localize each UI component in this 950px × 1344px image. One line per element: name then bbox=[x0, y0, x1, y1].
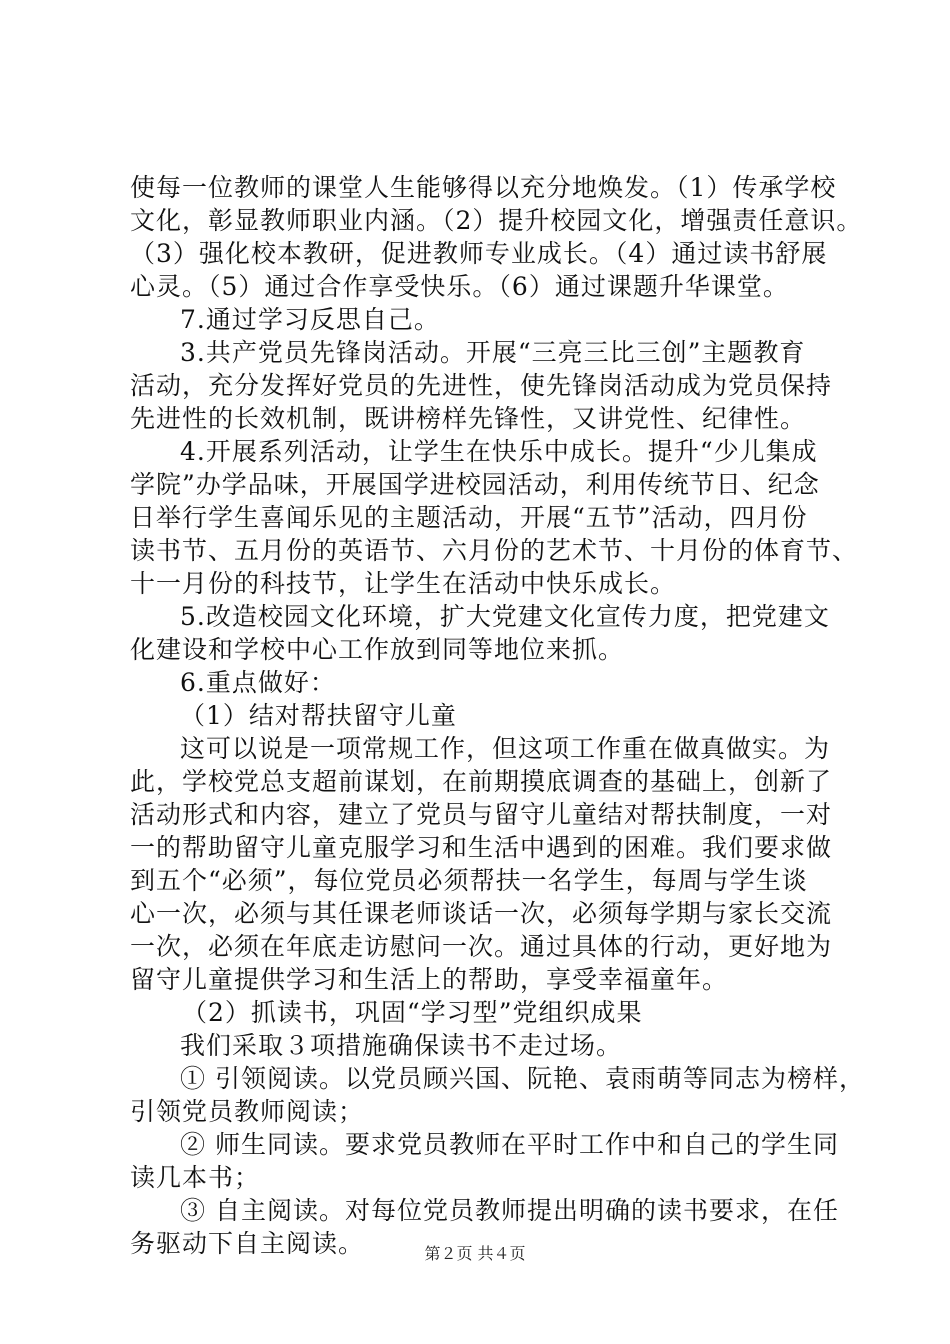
list-item: ② 师生同读。要求党员教师在平时工作中和自己的学生同 bbox=[180, 1130, 839, 1159]
text-line: 心一次，必须与其任课老师谈话一次，必须每学期与家长交流 bbox=[130, 899, 833, 928]
page-number: 第２页 共４页 bbox=[424, 1244, 526, 1263]
text-line: 使每一位教师的课堂人生能够得以充分地焕发。（1）传承学校 bbox=[130, 173, 837, 202]
subheading: （2）抓读书，巩固“学习型”党组织成果 bbox=[182, 998, 643, 1027]
text-line: 读几本书； bbox=[130, 1163, 261, 1192]
text-line: 4.开展系列活动，让学生在快乐中成长。提升“少儿集成 bbox=[180, 437, 818, 466]
text-line: 先进性的长效机制，既讲榜样先锋性，又讲党性、纪律性。 bbox=[130, 404, 807, 433]
text-line: 读书节、五月份的英语节、六月份的艺术节、十月份的体育节、 bbox=[130, 536, 859, 565]
text-line: 留守儿童提供学习和生活上的帮助，享受幸福童年。 bbox=[130, 965, 729, 994]
text-line: 5.改造校园文化环境，扩大党建文化宣传力度，把党建文 bbox=[180, 602, 830, 631]
text-line: 心灵。（5）通过合作享受快乐。（6）通过课题升华课堂。 bbox=[130, 272, 789, 301]
subheading: （1）结对帮扶留守儿童 bbox=[180, 701, 457, 730]
text-line: 日举行学生喜闻乐见的主题活动，开展“五节”活动，四月份 bbox=[130, 503, 808, 532]
list-item: ③ 自主阅读。对每位党员教师提出明确的读书要求，在任 bbox=[180, 1196, 839, 1225]
text-line: 3.共产党员先锋岗活动。开展“三亮三比三创”主题教育 bbox=[180, 338, 806, 367]
list-item: ① 引领阅读。以党员顾兴国、阮艳、袁雨萌等同志为榜样， bbox=[180, 1064, 865, 1093]
text-line: 一次，必须在年底走访慰问一次。通过具体的行动，更好地为 bbox=[130, 932, 833, 961]
text-line: 我们采取３项措施确保读书不走过场。 bbox=[180, 1031, 623, 1060]
text-line: 引领党员教师阅读； bbox=[130, 1097, 365, 1126]
text-line: 十一月份的科技节，让学生在活动中快乐成长。 bbox=[130, 569, 677, 598]
text-line: 务驱动下自主阅读。 bbox=[130, 1229, 365, 1258]
text-line: 6.重点做好： bbox=[180, 668, 336, 697]
document-body bbox=[130, 171, 865, 1260]
text-line: 7.通过学习反思自己。 bbox=[180, 305, 440, 334]
text-line: 文化，彰显教师职业内涵。（2）提升校园文化，增强责任意识。 bbox=[130, 206, 863, 235]
text-line: 一的帮助留守儿童克服学习和生活中遇到的困难。我们要求做 bbox=[130, 833, 833, 862]
text-line: 到五个“必须”，每位党员必须帮扶一名学生，每周与学生谈 bbox=[130, 866, 808, 895]
text-line: （3）强化校本教研，促进教师专业成长。（4）通过读书舒展 bbox=[130, 239, 828, 268]
text-line: 学院”办学品味，开展国学进校园活动，利用传统节日、纪念 bbox=[130, 470, 820, 499]
text-line: 活动形式和内容，建立了党员与留守儿童结对帮扶制度，一对 bbox=[130, 800, 833, 829]
text-line: 活动，充分发挥好党员的先进性，使先锋岗活动成为党员保持 bbox=[130, 371, 833, 400]
text-line: 化建设和学校中心工作放到同等地位来抓。 bbox=[130, 635, 625, 664]
text-line: 这可以说是一项常规工作，但这项工作重在做真做实。为 bbox=[180, 734, 831, 763]
text-line: 此，学校党总支超前谋划，在前期摸底调查的基础上，创新了 bbox=[130, 767, 833, 796]
